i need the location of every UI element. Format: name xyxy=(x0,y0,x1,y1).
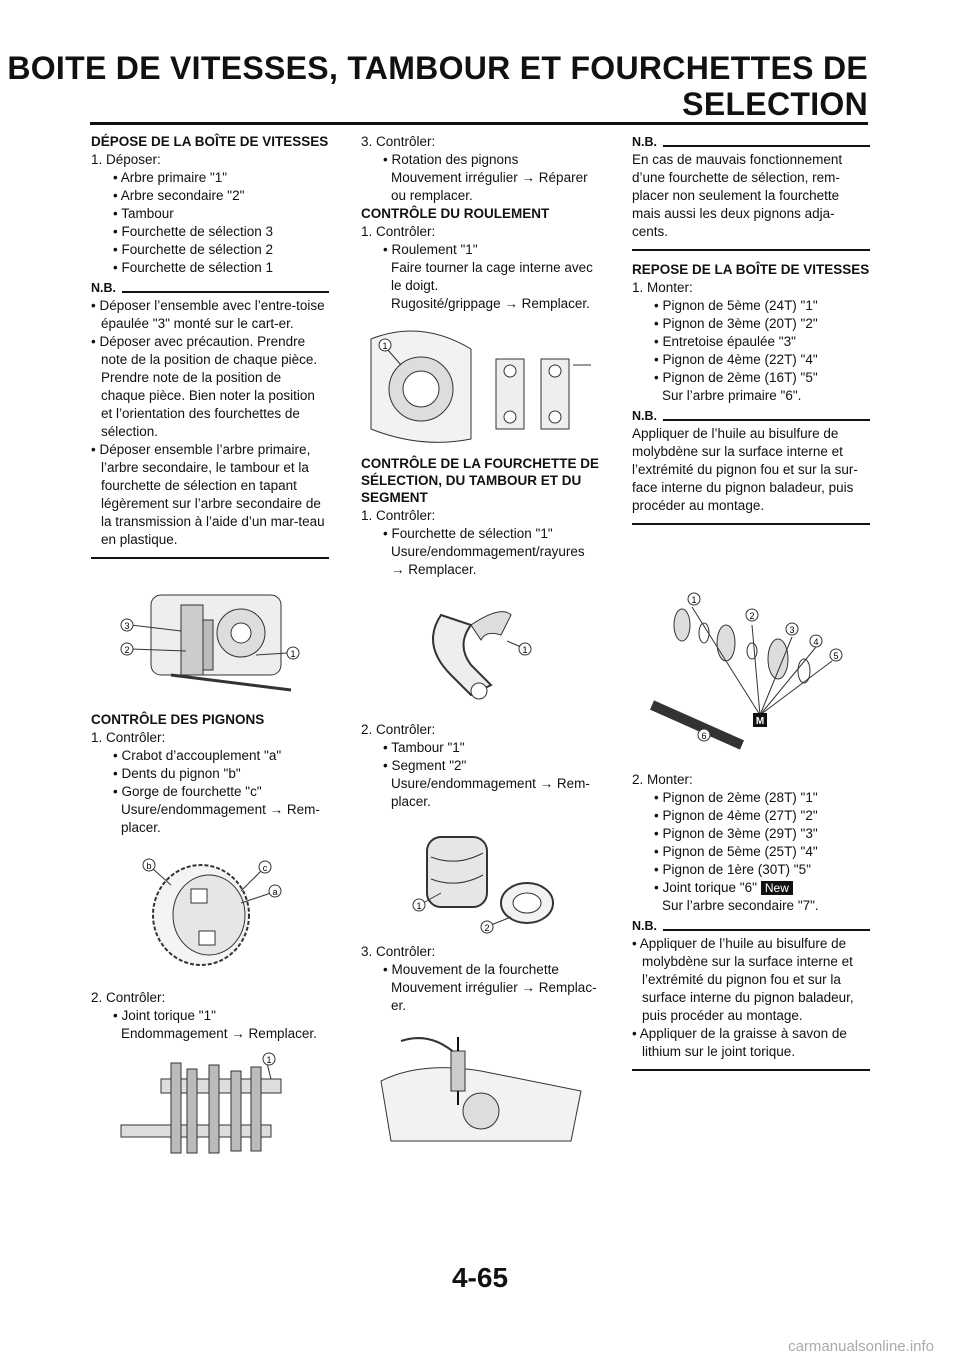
callout-2: 2 xyxy=(484,923,490,933)
list-item: • Roulement "1" xyxy=(383,242,478,257)
callout-1: 1 xyxy=(522,645,528,655)
step: 2. Contrôler: xyxy=(361,722,436,737)
note-label: N.B. xyxy=(632,919,657,933)
primary-shaft-assembly-figure xyxy=(632,585,870,765)
callout-3: 3 xyxy=(789,625,795,635)
note-block xyxy=(632,919,870,1071)
note-item: • Déposer ensemble l’arbre primaire, l’arbre secondaire, le tambour et la fourchette de sélection en tapant légèrement sur l’arbre secondaire de la transmission à l’aide d’un mar-teau en plastique. xyxy=(91,442,325,547)
shafts-figure xyxy=(91,1049,329,1169)
step: 2. Monter: xyxy=(632,772,693,787)
callout-1: 1 xyxy=(266,1055,272,1065)
step: 1. Contrôler: xyxy=(361,224,436,239)
note-label: N.B. xyxy=(632,409,657,423)
list-item: • Pignon de 4ème (22T) "4" xyxy=(654,352,818,367)
note-label: N.B. xyxy=(91,281,116,295)
list-item: • Tambour xyxy=(113,206,174,221)
callout-5: 5 xyxy=(833,651,839,661)
note-label: N.B. xyxy=(632,135,657,149)
note-block xyxy=(91,281,329,559)
step: 1. Contrôler: xyxy=(91,730,166,745)
list-item: • Dents du pignon "b" xyxy=(113,766,241,781)
fork-movement-figure xyxy=(361,1021,599,1151)
list-item: • Rotation des pignons xyxy=(383,152,519,167)
callout-3: 3 xyxy=(124,621,130,631)
callout-a: a xyxy=(272,887,278,897)
list-item: • Mouvement de la fourchette xyxy=(383,962,559,977)
note-block xyxy=(632,409,870,525)
section-heading: DÉPOSE DE LA BOÎTE DE VITESSES xyxy=(91,134,329,149)
transmission-removal-figure xyxy=(91,565,329,705)
list-item: • Joint torique "1" xyxy=(113,1008,216,1023)
callout-1: 1 xyxy=(691,595,697,605)
section-heading: CONTRÔLE DES PIGNONS xyxy=(91,712,265,727)
list-item: • Crabot d’accouplement "a" xyxy=(113,748,282,763)
result-text: Usure/endommagement → Rem-placer. xyxy=(121,802,320,835)
callout-2: 2 xyxy=(749,611,755,621)
gear-figure xyxy=(91,843,329,983)
column-right xyxy=(632,133,870,1075)
new-part-badge: New xyxy=(761,881,793,895)
list-item: • Pignon de 4ème (27T) "2" xyxy=(654,808,818,823)
list-item: • Fourchette de sélection "1" xyxy=(383,526,553,541)
note-item: • Appliquer de la graisse à savon de lithium sur le joint torique. xyxy=(632,1026,847,1059)
list-item: • Arbre secondaire "2" xyxy=(113,188,245,203)
callout-1: 1 xyxy=(416,901,422,911)
step: 1. Déposer: xyxy=(91,152,161,167)
step: 1. Contrôler: xyxy=(361,508,436,523)
callout-6: 6 xyxy=(701,731,707,741)
list-item: • Pignon de 1ère (30T) "5" xyxy=(654,862,811,877)
step: 1. Monter: xyxy=(632,280,693,295)
column-left xyxy=(91,133,329,1175)
list-item: • Pignon de 2ème (16T) "5" xyxy=(654,370,818,385)
section-heading: CONTRÔLE DU ROULEMENT xyxy=(361,206,550,221)
list-item: • Pignon de 3ème (20T) "2" xyxy=(654,316,818,331)
note-item: • Appliquer de l’huile au bisulfure de molybdène sur la surface interne et l’extrémité du pignon fou et sur la surface interne du pignon baladeur, puis procéder au montage. xyxy=(632,936,854,1023)
list-item: • Pignon de 5ème (24T) "1" xyxy=(654,298,818,313)
list-item: • Fourchette de sélection 2 xyxy=(113,242,274,257)
list-item: • Segment "2" xyxy=(383,758,467,773)
callout-b: b xyxy=(146,861,152,871)
result-text: Usure/endommagement/rayures → Remplacer. xyxy=(391,544,585,577)
list-item: • Joint torique "6" New xyxy=(632,879,870,897)
detail-text: Faire tourner la cage interne avec le doigt. xyxy=(391,260,593,293)
bearing-figure xyxy=(361,319,599,449)
step: 3. Contrôler: xyxy=(361,944,436,959)
moly-oil-icon: M xyxy=(755,716,765,727)
note-item: • Déposer avec précaution. Prendre note de la position de chaque pièce. Prendre note de la position de chaque pièce. Bien noter la position et l’orientation des fourchettes de sélection. xyxy=(91,334,318,439)
list-item: • Tambour "1" xyxy=(383,740,465,755)
section-heading: CONTRÔLE DE LA FOURCHETTE DE SÉLECTION, DU TAMBOUR ET DU SEGMENT xyxy=(361,456,599,505)
section-heading: REPOSE DE LA BOÎTE DE VITESSES xyxy=(632,262,870,277)
step: 2. Contrôler: xyxy=(91,990,166,1005)
detail-text: Sur l’arbre secondaire "7". xyxy=(662,898,819,913)
result-text: Usure/endommagement → Rem-placer. xyxy=(391,776,590,809)
column-middle xyxy=(361,133,599,1157)
detail-text: Sur l’arbre primaire "6". xyxy=(662,388,802,403)
list-item: • Pignon de 2ème (28T) "1" xyxy=(654,790,818,805)
note-item: • Déposer l’ensemble avec l’entre-toise épaulée "3" monté sur le cart-er. xyxy=(91,298,325,331)
drum-figure xyxy=(361,817,599,937)
callout-2: 2 xyxy=(124,645,130,655)
callout-c: c xyxy=(262,863,268,873)
list-item: • Arbre primaire "1" xyxy=(113,170,228,185)
title-rule xyxy=(90,122,868,125)
result-text: Rugosité/grippage → Remplacer. xyxy=(391,296,590,311)
shift-fork-figure xyxy=(361,585,599,715)
note-text: Appliquer de l’huile au bisulfure de molybdène sur la surface interne et l’extrémité du pignon fou et sur la sur-face interne du pignon baladeur, puis procéder au montage. xyxy=(632,423,870,525)
page-title-line2: SELECTION xyxy=(682,86,868,122)
result-text: Mouvement irrégulier → Remplac-er. xyxy=(391,980,597,1013)
page-title-line1: BOITE DE VITESSES, TAMBOUR ET FOURCHETTES DE xyxy=(7,50,868,86)
list-item: • Pignon de 5ème (25T) "4" xyxy=(654,844,818,859)
list-item: • Pignon de 3ème (29T) "3" xyxy=(654,826,818,841)
list-item: • Fourchette de sélection 1 xyxy=(113,260,274,275)
list-item: • Fourchette de sélection 3 xyxy=(113,224,274,239)
callout-4: 4 xyxy=(813,637,819,647)
step: 3. Contrôler: xyxy=(361,134,436,149)
list-item: • Entretoise épaulée "3" xyxy=(654,334,796,349)
callout-1: 1 xyxy=(290,649,296,659)
result-text: Mouvement irrégulier → Réparer ou remplacer. xyxy=(391,170,588,203)
callout-1: 1 xyxy=(382,341,388,351)
list-item: • Gorge de fourchette "c" xyxy=(113,784,262,799)
note-block xyxy=(632,135,870,251)
watermark: carmanualsonline.info xyxy=(788,1338,934,1355)
result-text: Endommagement → Remplacer. xyxy=(121,1026,317,1041)
page-number: 4-65 xyxy=(451,1262,509,1293)
note-text: En cas de mauvais fonctionnement d’une fourchette de sélection, rem-placer non seulement la fourchette mais aussi les deux pignons adja-cents. xyxy=(632,149,870,251)
